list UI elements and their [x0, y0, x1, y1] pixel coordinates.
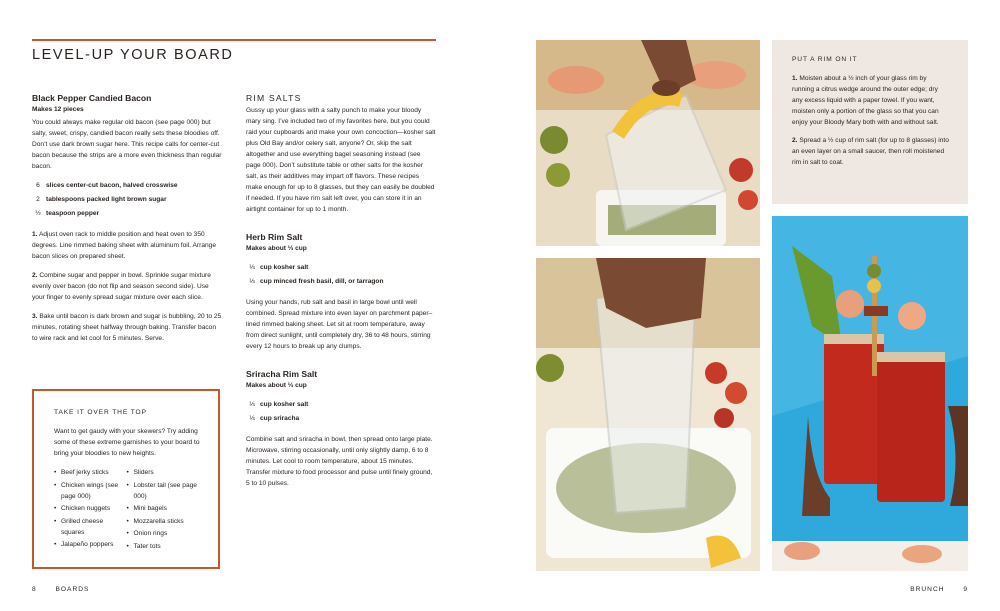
list-item: • Chicken nuggets	[54, 503, 127, 514]
sidebar-title: TAKE IT OVER THE TOP	[54, 409, 147, 416]
right-page	[500, 0, 1000, 611]
ingredient-item: ⅓ cup sriracha	[249, 415, 300, 422]
page-number: 8	[32, 586, 37, 593]
list-item: • Grilled cheese squares	[54, 516, 127, 538]
title-rule	[32, 39, 436, 41]
list-item: • Sliders	[127, 467, 204, 478]
salt-dip-photo	[536, 258, 760, 571]
rim-salts-column	[246, 92, 436, 497]
tip-step: 2. Spread a ½ cup of rim salt (for up to 8 glasses) into an even layer on a small saucer, then roll moistened rim in salt to coat.	[792, 137, 949, 166]
bacon-recipe-column	[32, 92, 222, 352]
recipe-step: 3. Bake until bacon is dark brown and sugar is bubbling, 20 to 25 minutes, rotating sheet halfway through baking. Transfer bacon to wire rack and let cool for 5 minutes. Serve.	[32, 313, 222, 342]
lemon-rim-photo	[536, 40, 760, 246]
herb-salt-title: Herb Rim Salt	[246, 232, 303, 242]
ingredient-list	[32, 180, 222, 219]
herb-ingredient-list	[246, 262, 436, 287]
ingredient-item: ⅓ cup minced fresh basil, dill, or tarragon	[249, 278, 384, 285]
sidebar-text: Want to get gaudy with your skewers? Try adding some of these extreme garnishes to your board to bring your bloodies to new heights.	[54, 428, 200, 457]
ingredient-item: ⅓ cup kosher salt	[249, 401, 309, 408]
herb-salt-yield: Makes about ⅓ cup	[246, 245, 307, 252]
list-item: • Onion rings	[127, 528, 204, 539]
recipe-intro: You could always make regular old bacon (see page 000) but salty, sweet, crispy, candied bacon really sets these bloodies off. Don’t use dark brown sugar here. This recipe calls for center-cut bacon because the strips are a more even thickness than regular bacon.	[32, 119, 222, 170]
ingredient-item: 6 slices center-cut bacon, halved crosswise	[36, 182, 178, 189]
tip-step: 1. Moisten about a ½ inch of your glass rim by running a citrus wedge around the outer edge; dry any excess liquid with a paper towel. If you want, moisten only a portion of the glass so that you can enjoy your Bloody Mary both with and without salt.	[792, 75, 939, 126]
list-item: • Mini bagels	[127, 503, 204, 514]
list-item: • Tater tots	[127, 541, 204, 552]
ingredient-item: ⅓ cup kosher salt	[249, 264, 309, 271]
folio-left	[32, 586, 89, 593]
section-name: BRUNCH	[910, 586, 945, 593]
ingredient-item: ½ teaspoon pepper	[35, 210, 100, 217]
garnish-sidebar	[32, 389, 220, 569]
rim-salts-intro: Gussy up your glass with a salty punch to make your bloody mary sing. I’ve included two of my favorites here, but you could raid your cupboards and make your own concoction—kosher salt plus Old Bay and/or celery salt, anyone? Or, skip the salt altogether and use everything bagel seasoning instead (see page 000). Don’t substitute table or other salts for the kosher salt, as their additives may impart off flavors. These recipes make enough for up to 8 glasses, but they can easily be doubled if needed. If you have rim salt left over, you can store it in an airtight container for up to 1 month.	[246, 107, 436, 213]
sriracha-salt-yield: Makes about ⅓ cup	[246, 382, 307, 389]
list-item: • Mozzarella sticks	[127, 516, 204, 527]
recipe-step: 1. Adjust oven rack to middle position and heat oven to 350 degrees. Line rimmed baking sheet with aluminum foil. Arrange bacon slices on prepared sheet.	[32, 231, 216, 260]
sriracha-salt-title: Sriracha Rim Salt	[246, 369, 318, 379]
list-item: • Chicken wings (see page 000)	[54, 480, 127, 502]
ingredient-item: 2 tablespoons packed light brown sugar	[36, 196, 167, 203]
recipe-title: Black Pepper Candied Bacon	[32, 93, 152, 103]
list-item: • Lobster tail (see page 000)	[127, 480, 204, 502]
bloody-mary-photo	[772, 216, 968, 571]
sriracha-ingredient-list	[246, 399, 436, 424]
recipe-step: 2. Combine sugar and pepper in bowl. Sprinkle sugar mixture evenly over bacon (do not flip and season second side). Use your finger to evenly spread sugar mixture over each slice.	[32, 272, 211, 301]
recipe-yield: Makes 12 pieces	[32, 106, 84, 113]
sriracha-salt-method: Combine salt and sriracha in bowl, then spread onto large plate. Microwave, stirring occasionally, until only slightly damp, 6 to 8 minutes. Let cool to room temperature, about 15 minutes. Transfer mixture to food processor and pulse until finely ground, 5 to 10 pulses.	[246, 436, 433, 487]
rim-tip-box	[772, 40, 968, 204]
garnish-list-1	[54, 467, 127, 553]
list-item: • Jalapeño poppers	[54, 539, 127, 550]
rim-salts-heading: RIM SALTS	[246, 93, 302, 103]
tip-title: PUT A RIM ON IT	[792, 56, 858, 63]
herb-salt-method: Using your hands, rub salt and basil in large bowl until well combined. Spread mixture into even layer on parchment paper–lined rimmed baking sheet. Let sit at room temperature, away from direct sunlight, until completely dry, 36 to 48 hours, stirring every 12 hours to break up any clumps.	[246, 299, 433, 350]
section-name: BOARDS	[55, 586, 90, 593]
garnish-list-2	[127, 467, 204, 553]
folio-right	[910, 586, 968, 593]
page-number: 9	[963, 586, 968, 593]
page-title: LEVEL-UP YOUR BOARD	[32, 47, 234, 63]
list-item: • Beef jerky sticks	[54, 467, 127, 478]
